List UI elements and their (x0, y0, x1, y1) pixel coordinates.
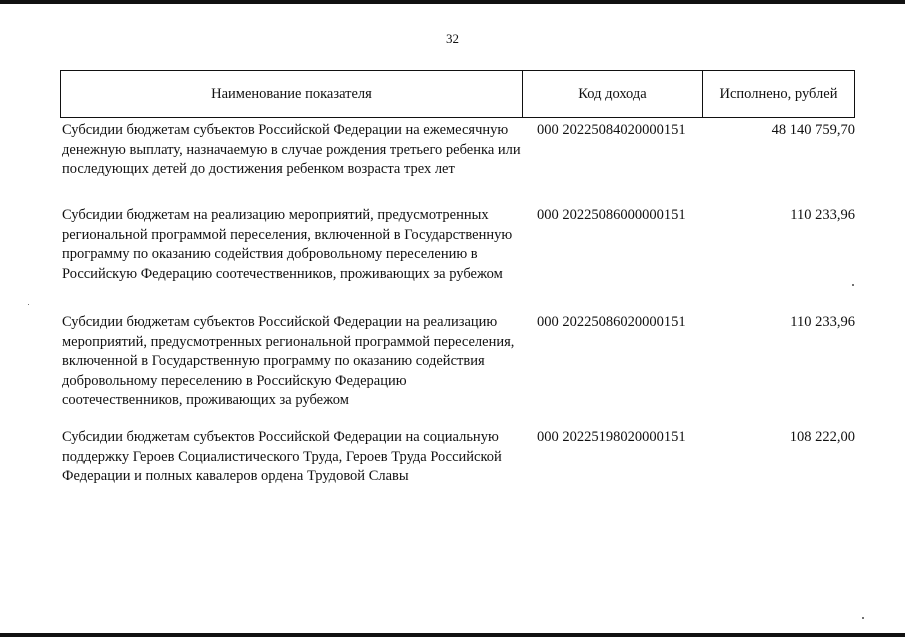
row-income-code: 000 20225084020000151 (537, 122, 686, 138)
row-amount: 48 140 759,70 (771, 122, 855, 138)
table-header (60, 70, 855, 118)
row-income-code: 000 20225086000000151 (537, 207, 686, 223)
row-income-code: 000 20225086020000151 (537, 314, 686, 330)
scan-speck (852, 284, 854, 286)
top-border-line (0, 0, 905, 4)
header-income-code: Код дохода (523, 71, 703, 117)
scan-speck (28, 304, 29, 305)
row-amount: 110 233,96 (790, 207, 855, 223)
row-income-code: 000 20225198020000151 (537, 429, 686, 445)
row-description: Субсидии бюджетам субъектов Российской Федерации на социальную поддержку Героев Социалистического Труда, Героев Труда Российской Федерации и полных кавалеров ордена Трудовой Славы (62, 429, 502, 484)
bottom-border-line (0, 633, 905, 637)
header-indicator-name: Наименование показателя (61, 71, 523, 117)
header-executed-amount: Исполнено, рублей (719, 85, 838, 102)
row-description: Субсидии бюджетам субъектов Российской Федерации на реализацию мероприятий, предусмотренных региональной программой переселения, включенной в Государственную программу по оказанию содействия добровольному переселению в Российскую Федерацию соотечественников, проживающих за рубежом (62, 314, 515, 408)
row-amount: 108 222,00 (789, 429, 855, 445)
scan-speck (862, 617, 864, 619)
row-amount: 110 233,96 (790, 314, 855, 330)
page-number: 32 (446, 31, 459, 46)
row-description: Субсидии бюджетам на реализацию мероприятий, предусмотренных региональной программой переселения, включенной в Государственную программу по оказанию содействия добровольному переселению в Российскую Федерацию соотечественников, проживающих за рубежом (62, 207, 513, 282)
row-description: Субсидии бюджетам субъектов Российской Федерации на ежемесячную денежную выплату, назначаемую в случае рождения третьего ребенка или последующих детей до достижения ребенком возраста трех лет (62, 122, 521, 177)
